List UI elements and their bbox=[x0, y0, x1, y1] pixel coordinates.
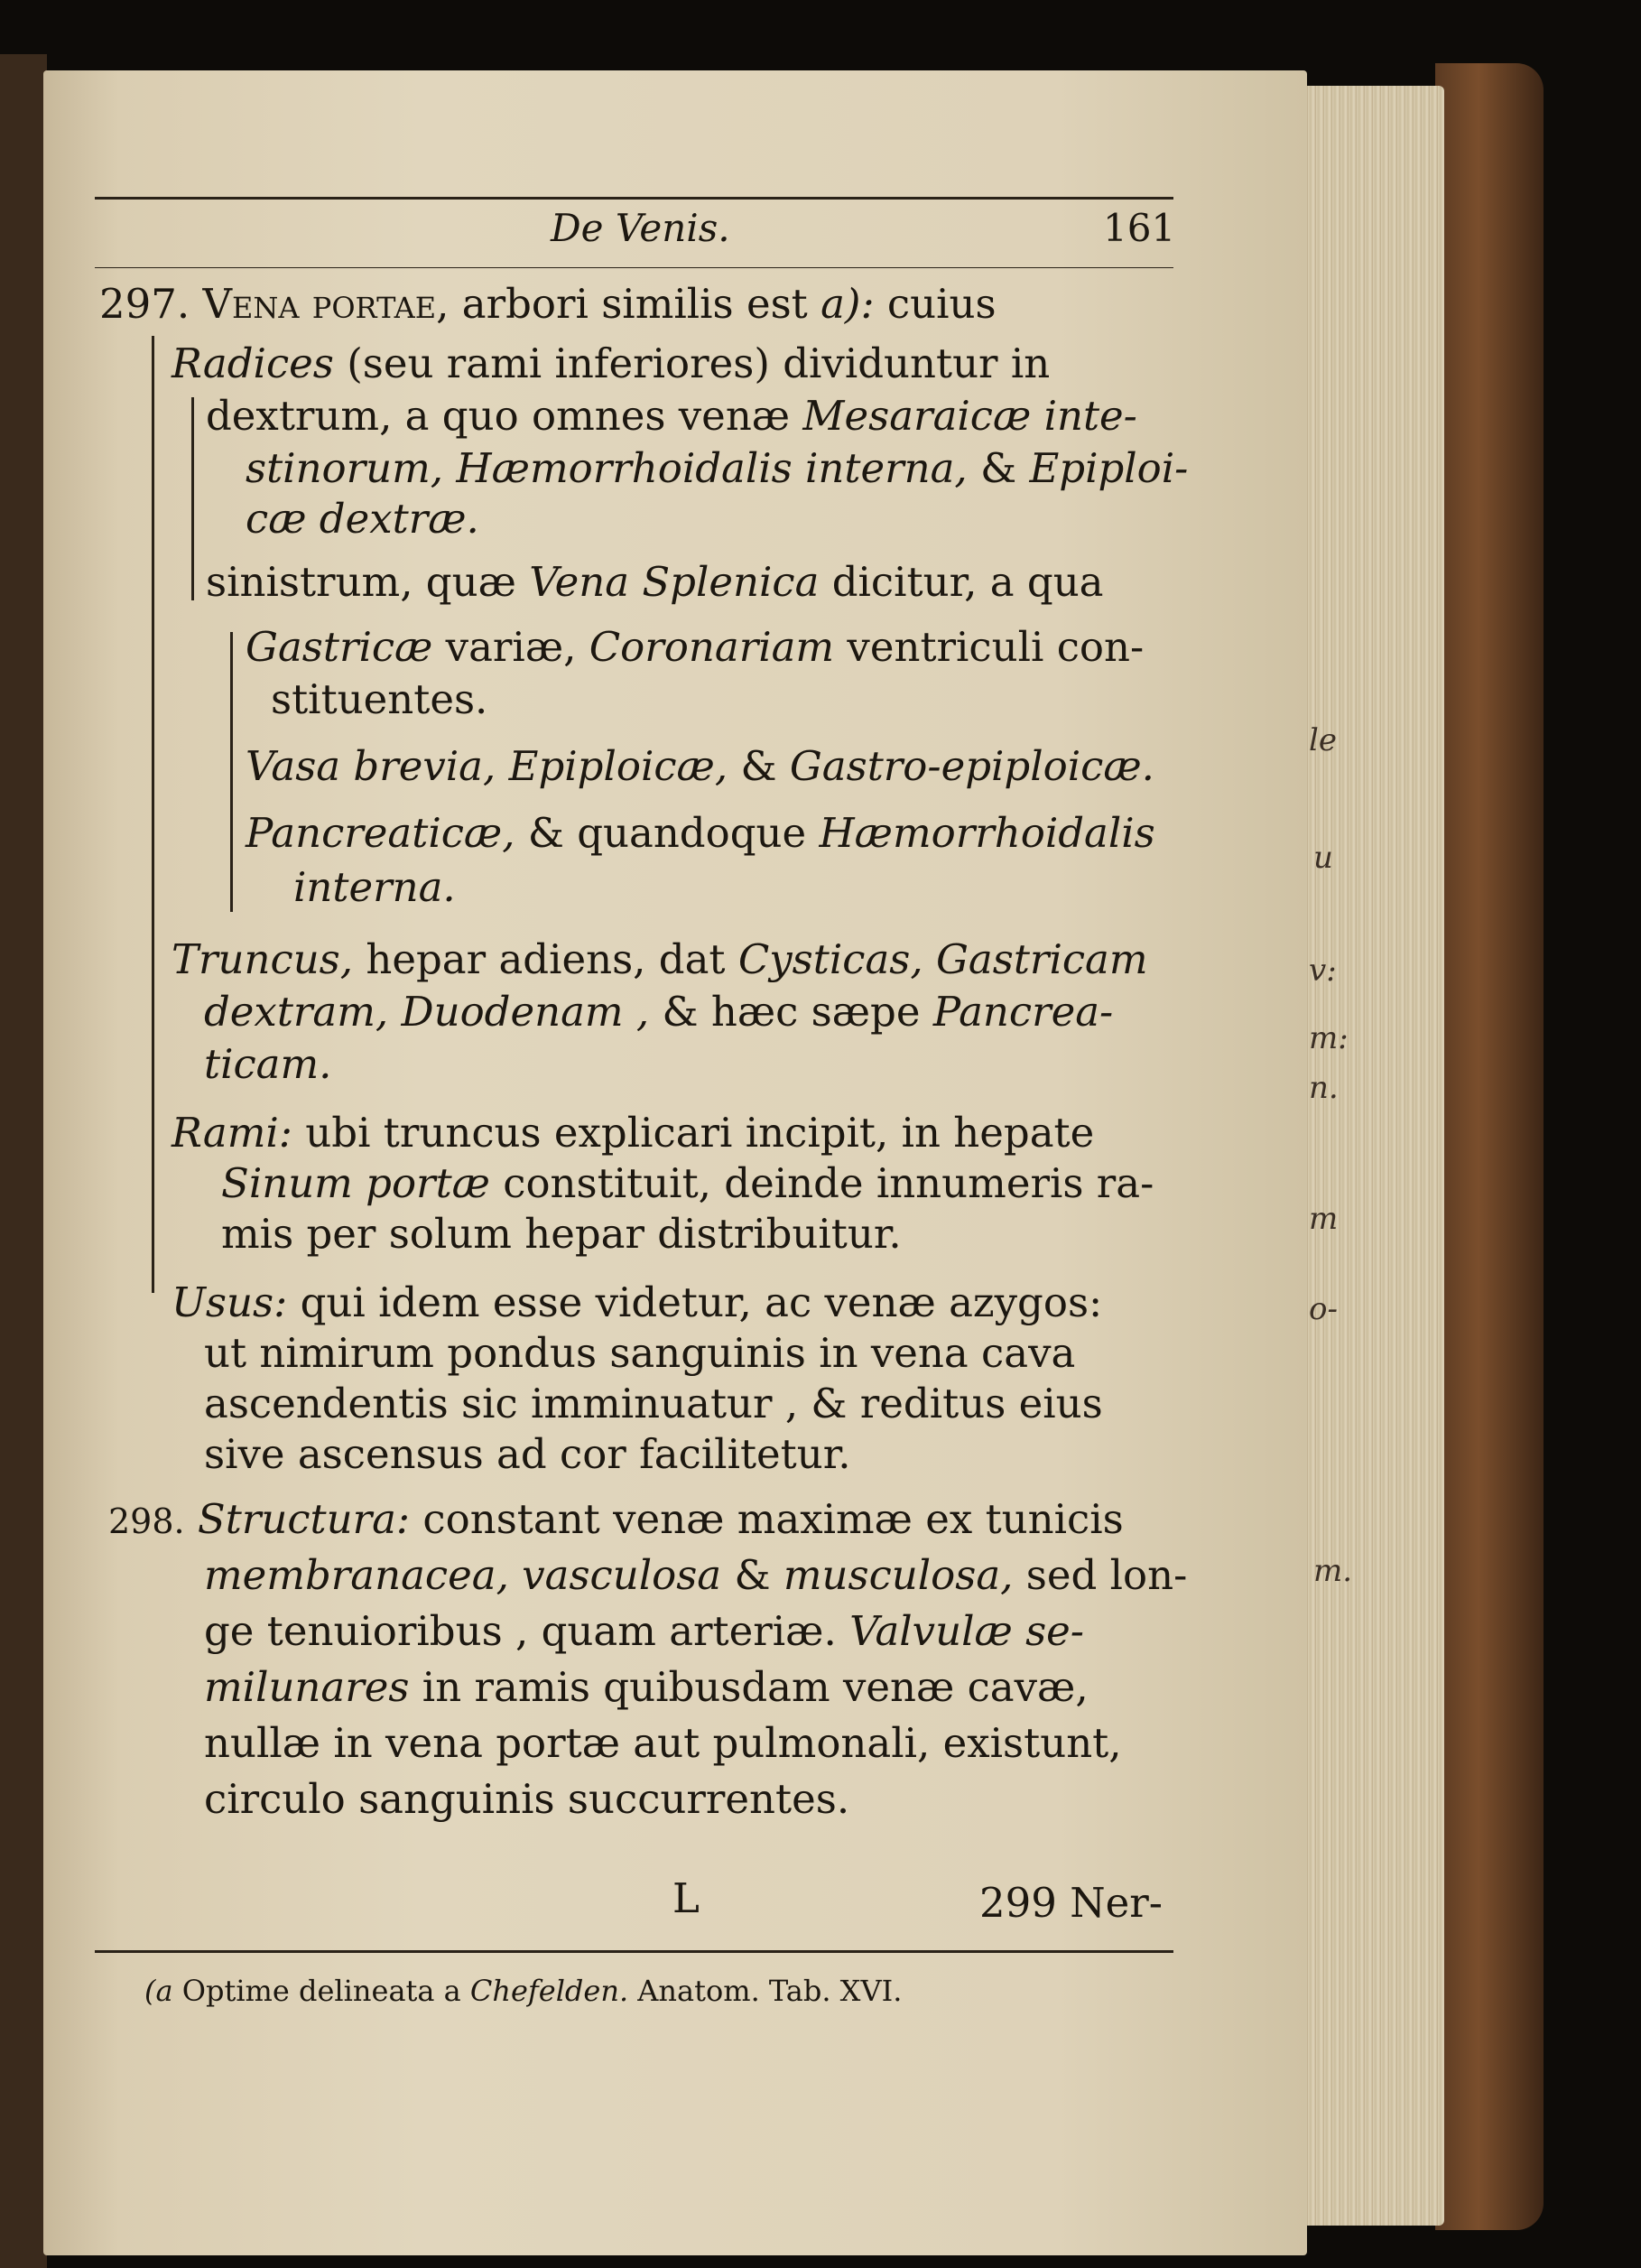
page-stack-edges bbox=[1300, 86, 1444, 2226]
header-top-rule bbox=[95, 197, 1173, 200]
margin-note: v: bbox=[1309, 953, 1337, 989]
margin-note: n. bbox=[1309, 1070, 1339, 1106]
page-number: 161 bbox=[1103, 206, 1176, 250]
footnote-ref: a): bbox=[820, 280, 875, 328]
para-298-line-6: circulo sanguinis succurrentes. bbox=[204, 1775, 850, 1823]
footnote-rule bbox=[95, 1950, 1173, 1953]
para-298-line-3: ge tenuioribus , quam arteriæ. Valvulæ se- bbox=[204, 1607, 1084, 1655]
term-structura: Structura: bbox=[197, 1495, 411, 1543]
term-rami: Rami: bbox=[172, 1109, 292, 1157]
para-number: 297. bbox=[99, 280, 190, 328]
vena-portae-heading: Vena portae, bbox=[202, 280, 450, 328]
footnote: (a Optime delineata a Chefelden. Anatom. Tab. XVI. bbox=[144, 1974, 903, 2008]
truncus-line-2: dextram, Duodenam , & hæc sæpe Pancrea- bbox=[204, 988, 1114, 1036]
truncus-line-3: ticam. bbox=[204, 1040, 332, 1088]
usus-line-3: ascendentis sic imminuatur , & reditus eius bbox=[204, 1380, 1103, 1427]
gastricae-line-2: stituentes. bbox=[271, 675, 488, 723]
pancreaticae-line-2: interna. bbox=[293, 863, 456, 911]
margin-note: m. bbox=[1313, 1553, 1353, 1589]
term-usus: Usus: bbox=[172, 1278, 288, 1326]
pancreaticae-line-1: Pancreaticæ, & quandoque Hæmorrhoidalis bbox=[246, 809, 1155, 857]
margin-note: m: bbox=[1309, 1020, 1349, 1056]
catchword: 299 Ner- bbox=[979, 1879, 1163, 1927]
rami-line-2: Sinum portæ constituit, deinde innumeris ra- bbox=[221, 1159, 1154, 1207]
margin-note: le bbox=[1309, 722, 1337, 758]
usus-line-4: sive ascensus ad cor facilitetur. bbox=[204, 1430, 851, 1478]
dextrum-line-2: stinorum, Hæmorrhoidalis interna, & Epiploi- bbox=[246, 444, 1189, 492]
rami-line-1: Rami: ubi truncus explicari incipit, in hepate bbox=[172, 1109, 1095, 1157]
vasa-brevia-line: Vasa brevia, Epiploicæ, & Gastro-epiploicæ. bbox=[246, 742, 1154, 790]
margin-note: u bbox=[1313, 840, 1333, 876]
header-bottom-rule bbox=[95, 267, 1173, 268]
left-cover-edge bbox=[0, 54, 47, 2268]
para-298-line-2: membranacea, vasculosa & musculosa, sed lon- bbox=[204, 1551, 1188, 1599]
running-title: De Venis. bbox=[551, 206, 730, 250]
right-cover-edge bbox=[1435, 63, 1544, 2230]
margin-note: m bbox=[1309, 1201, 1339, 1237]
para-number: 298. bbox=[108, 1501, 185, 1541]
margin-note: o- bbox=[1309, 1291, 1338, 1327]
para-298-line-4: milunares in ramis quibusdam venæ cavæ, bbox=[204, 1663, 1089, 1711]
truncus-line-1: Truncus, hepar adiens, dat Cysticas, Gastricam bbox=[172, 935, 1148, 983]
para-298-line-1: 298. Structura: constant venæ maximæ ex tunicis bbox=[108, 1495, 1124, 1543]
para-297-line-1: 297. Vena portae, arbori similis est a): cuius bbox=[99, 280, 997, 328]
dextrum-brace bbox=[191, 397, 194, 600]
signature-mark: L bbox=[672, 1874, 700, 1922]
usus-line-2: ut nimirum pondus sanguinis in vena cava bbox=[204, 1329, 1076, 1377]
radices-line: Radices (seu rami inferiores) dividuntur in bbox=[172, 339, 1051, 387]
term-truncus: Truncus, bbox=[172, 935, 354, 983]
sinistrum-brace bbox=[230, 632, 233, 912]
gastricae-line-1: Gastricæ variæ, Coronariam ventriculi con- bbox=[246, 623, 1145, 671]
usus-line-1: Usus: qui idem esse videtur, ac venæ azygos: bbox=[172, 1278, 1103, 1326]
sinistrum-line-1: sinistrum, quæ Vena Splenica dicitur, a qua bbox=[206, 558, 1104, 606]
term-radices: Radices bbox=[172, 339, 334, 387]
outer-brace bbox=[152, 336, 154, 1293]
dextrum-line-3: cæ dextræ. bbox=[246, 495, 479, 543]
para-298-line-5: nullæ in vena portæ aut pulmonali, existunt, bbox=[204, 1719, 1122, 1767]
rami-line-3: mis per solum hepar distribuitur. bbox=[221, 1210, 902, 1258]
dextrum-line-1: dextrum, a quo omnes venæ Mesaraicæ inte- bbox=[206, 392, 1137, 440]
